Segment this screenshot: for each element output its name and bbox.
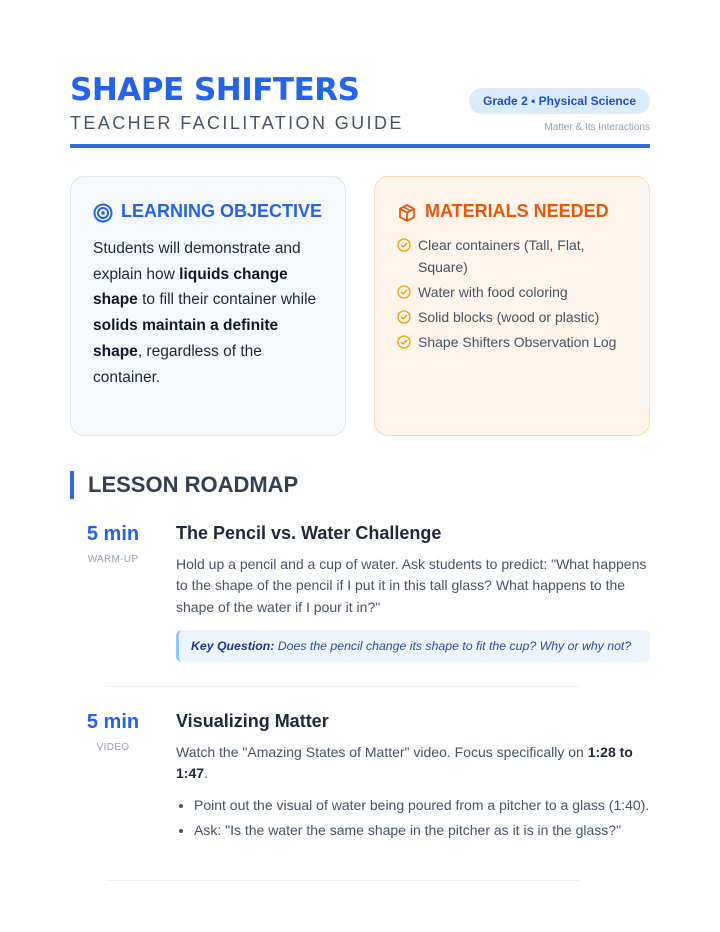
page-title: SHAPE SHIFTERS (70, 72, 360, 108)
header (70, 72, 650, 148)
step-content (176, 520, 650, 662)
step-content (176, 708, 650, 845)
list-item: Clear containers (Tall, Flat, Square) (397, 234, 627, 278)
step-title: The Pencil vs. Water Challenge (176, 523, 442, 543)
objective-text: Students will demonstrate and explain how liquids change shape to fill their container while solids maintain a definite shape, regardless of the container. (93, 240, 317, 386)
header-meta (469, 88, 650, 133)
key-question-label: Key Question: (191, 638, 275, 653)
list-item: Water with food coloring (397, 281, 627, 303)
target-icon (93, 203, 113, 223)
objective-title: LEARNING OBJECTIVE (121, 201, 323, 221)
step-title: Visualizing Matter (176, 711, 329, 731)
key-question-text: Does the pencil change its shape to fit the cup? Why or why not? (274, 638, 632, 653)
check-circle-icon (397, 238, 411, 252)
roadmap-heading: LESSON ROADMAP (70, 471, 298, 499)
step-tag: WARM-UP (87, 554, 139, 565)
step-bullet-list (176, 795, 650, 842)
list-item: Solid blocks (wood or plastic) (397, 306, 627, 328)
check-circle-icon (397, 335, 411, 349)
box-icon (397, 203, 417, 223)
objective-header (93, 199, 323, 224)
materials-card (374, 176, 650, 436)
step-tag: VIDEO (96, 742, 130, 753)
page-subtitle: TEACHER FACILITATION GUIDE (70, 113, 404, 133)
check-circle-icon (397, 310, 411, 324)
step-time: 5 min (86, 711, 140, 733)
list-item: • Ask: "Is the water the same shape in the pitcher as it is in the glass?" (194, 820, 650, 841)
step-text: Hold up a pencil and a cup of water. Ask students to predict: "What happens to the shape of the pencil if I put it in this tall glass? What happens to the shape of the water if I pour it in?" (176, 556, 647, 615)
materials-list (397, 234, 627, 353)
step-time: 5 min (86, 523, 140, 545)
list-item: • Point out the visual of water being poured from a pitcher to a glass (1:40). (194, 795, 650, 816)
materials-header (397, 199, 627, 224)
check-circle-icon (397, 285, 411, 299)
grade-badge: Grade 2 • Physical Science (469, 88, 650, 114)
header-note: Matter & Its Interactions (544, 122, 650, 133)
key-question-callout (176, 630, 650, 662)
step-divider (106, 880, 580, 881)
materials-title: MATERIALS NEEDED (425, 201, 609, 221)
step-duration (70, 520, 156, 565)
step-text: Watch the "Amazing States of Matter" video. Focus specifically on 1:28 to 1:47. (176, 744, 633, 782)
list-item: Shape Shifters Observation Log (397, 331, 627, 353)
step-duration (70, 708, 156, 753)
step-divider (106, 686, 580, 687)
learning-objective-card (70, 176, 346, 436)
